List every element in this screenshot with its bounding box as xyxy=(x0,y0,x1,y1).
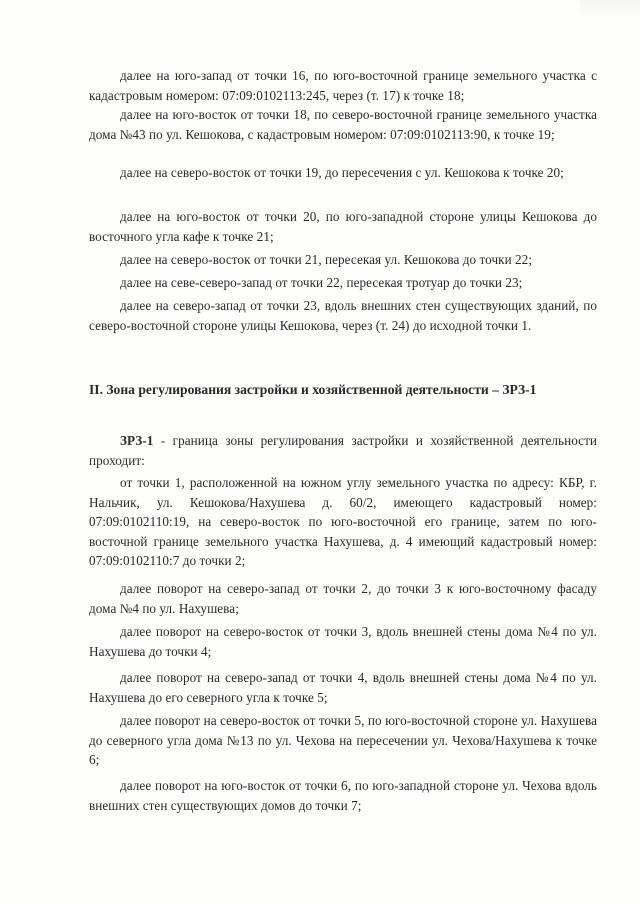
paragraph-zone-point-3: далее поворот на северо-восток от точки 3, вдоль внешней стены дома №4 по ул. Нахушева до точки 4; xyxy=(89,624,597,659)
paragraph-zone-point-1: от точки 1, расположенной на южном углу земельного участка по адресу: КБР, г. Нальчик, ул. Кешокова/Нахушева д. 60/2, имеющего кадастровый номер: 07:09:0102110:19, на северо-восток по юго-восточной его границе, затем по юго-восточной границе земельного участка Нахушева, д. 4 имеющий кадастровый номер: 07:09:0102110:7 до точки 2; xyxy=(89,475,597,569)
paragraph-zone-point-4: далее поворот на северо-запад от точки 4, вдоль внешней стены дома №4 по ул. Нахушева до его северного угла к точке 5; xyxy=(89,670,597,705)
paragraph-point-16: далее на юго-запад от точки 16, по юго-восточной границе земельного участка с кадастровым номером: 07:09:0102113:245, через (т. 17) к точке 18; xyxy=(89,68,597,103)
paragraph-point-22: далее на севе-северо-запад от точки 22, пересекая тротуар до точки 23; xyxy=(120,275,523,290)
paragraph-zrz-intro xyxy=(89,431,597,470)
paragraph-zone-point-6: далее поворот на юго-восток от точки 6, по юго-западной стороне ул. Чехова вдоль внешних стен существующих домов до точки 7; xyxy=(89,778,597,813)
paragraph-point-23: далее на северо-запад от точки 23, вдоль внешних стен существующих зданий, по северо-восточной стороне улицы Кешокова, через (т. 24) до исходной точки 1. xyxy=(89,298,597,333)
paragraph-point-18: далее на юго-восток от точки 18, по северо-восточной границе земельного участка дома №43 по ул. Кешокова, с кадастровым номером: 07:09:0102113:90, к точке 19; xyxy=(89,107,597,142)
paragraph-point-21: далее на северо-восток от точки 21, пересекая ул. Кешокова до точки 22; xyxy=(120,252,533,267)
paragraph-zone-point-5: далее поворот на северо-восток от точки 5, по юго-восточной стороне ул. Нахушева до северного угла дома №13 по ул. Чехова на пересечении ул. Чехова/Нахушева к точке 6; xyxy=(89,713,597,768)
section-heading: II. Зона регулирования застройки и хозяйственной деятельности – ЗРЗ-1 xyxy=(89,382,537,397)
paragraph-point-20: далее на юго-восток от точки 20, по юго-западной стороне улицы Кешокова до восточного угла кафе к точке 21; xyxy=(89,209,597,244)
paragraph-zone-point-2: далее поворот на северо-запад от точки 2, до точки 3 к юго-восточному фасаду дома №4 по ул. Нахушева; xyxy=(89,581,597,616)
scan-artifact xyxy=(580,0,640,20)
zrz-definition: - граница зоны регулирования застройки и хозяйственной деятельности проходит: xyxy=(89,433,597,468)
zrz-term: ЗРЗ-1 xyxy=(120,433,154,448)
paragraph-point-19: далее на северо-восток от точки 19, до пересечения с ул. Кешокова к точке 20; xyxy=(120,165,564,180)
